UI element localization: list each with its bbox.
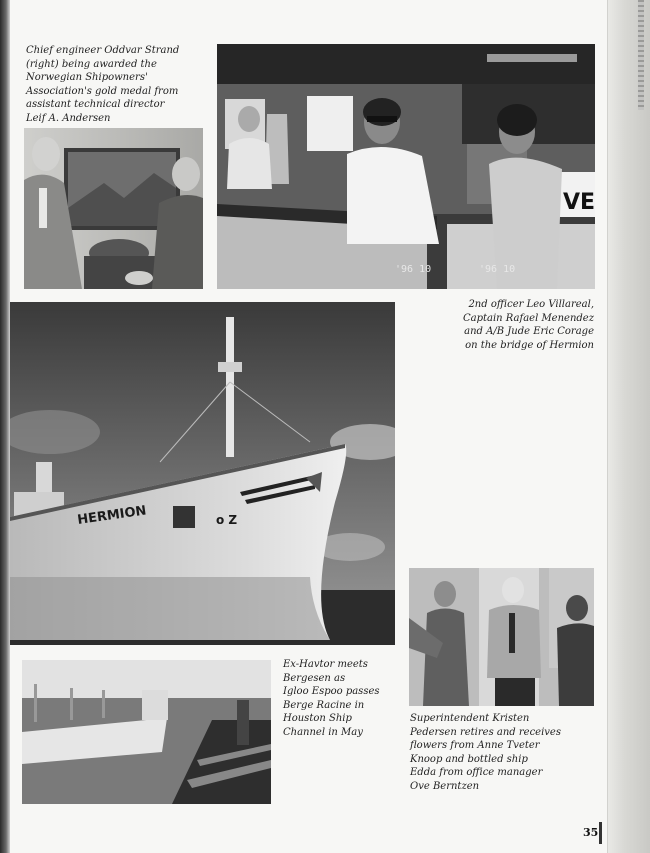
page-edge xyxy=(607,0,650,853)
caption-medal: Chief engineer Oddvar Strand (right) being awarded the Norwegian Shipowners' Association's gold medal from assistant technical director Leif A. Andersen xyxy=(26,45,180,124)
hull-name-text: HERMION xyxy=(76,503,148,528)
binding-shadow xyxy=(0,0,10,853)
caption-bridge: 2nd officer Leo Villareal, Captain Rafael Menendez and A/B Jude Eric Corage on the bridge of Hermion xyxy=(462,299,594,351)
bridge-datestamp-1: '96 10 xyxy=(395,264,432,275)
funnel-mark-text: o Z xyxy=(216,513,238,527)
photo-houston-channel xyxy=(22,660,271,804)
photo-hermion-ship xyxy=(10,302,395,645)
photo-retirement xyxy=(409,568,594,706)
caption-havtor: Ex-Havtor meets Bergesen as Igloo Espoo passes Berge Racine in Houston Ship Channel in May xyxy=(283,659,380,738)
bridge-sign-text: VE xyxy=(563,190,595,215)
caption-retire: Superintendent Kristen Pedersen retires and receives flowers from Anne Tveter Knoop and bottled ship Edda from office manager Ove Berntzen xyxy=(410,713,561,792)
page-number-bar xyxy=(599,822,602,844)
bridge-datestamp-2: '96 10 xyxy=(479,264,516,275)
page-number: 35 xyxy=(583,826,599,839)
photo-bridge-crew xyxy=(217,44,595,289)
photo-medal-award xyxy=(24,128,203,289)
